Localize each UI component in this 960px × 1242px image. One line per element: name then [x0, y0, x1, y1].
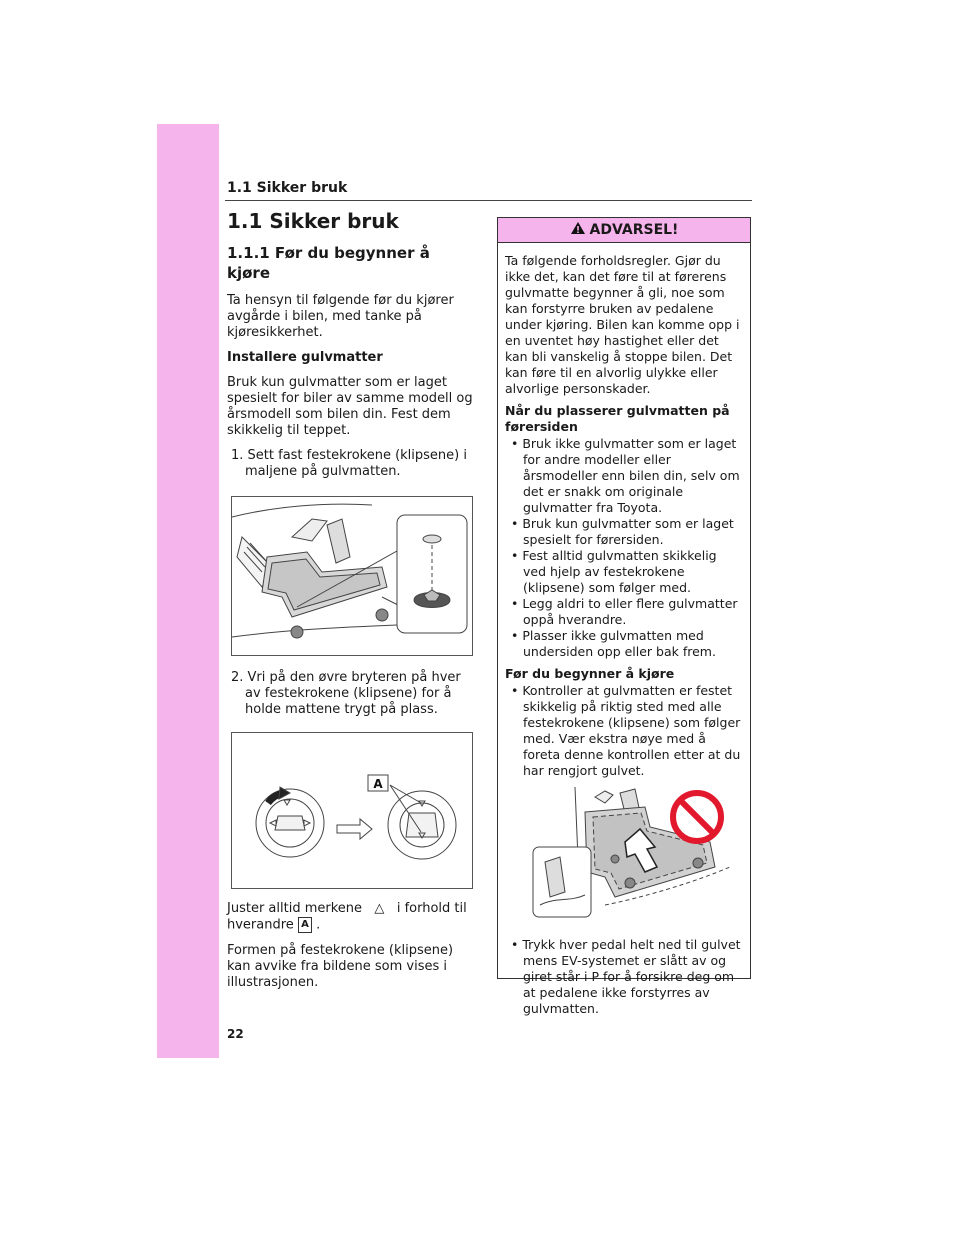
- list-item: • Trykk hver pedal helt ned til gulvet mens EV-systemet er slått av og giret står i P for å forsikre deg om at pedalene ikke forstyrres av gulvmatten.: [511, 937, 741, 1016]
- running-header: 1.1 Sikker bruk: [227, 180, 348, 196]
- warning-bullets-2: [505, 683, 742, 779]
- list-item: • Plasser ikke gulvmatten med undersiden opp eller bak frem.: [511, 628, 716, 659]
- intro-paragraph: Ta hensyn til følgende før du kjører avgårde i bilen, med tanke på kjøresikkerhet.: [227, 293, 454, 340]
- warning-heading-1: Når du plasserer gulvmatten på førersiden: [505, 403, 730, 434]
- page-margin-band: [157, 124, 219, 1058]
- warning-body: [498, 243, 750, 1017]
- section-title: 1.1 Sikker bruk: [227, 209, 399, 233]
- list-item: • Bruk ikke gulvmatter som er laget for andre modeller eller årsmodeller enn bilen din, selv om det er snakk om originale gulvmatter fra Toyota.: [511, 436, 740, 515]
- mark-note-end: .: [316, 917, 321, 933]
- warning-intro: Ta følgende forholdsregler. Gjør du ikke det, kan det føre til at førerens gulvmatte begynner å gli, noe som kan forstyrre bruken av pedalene under kjøring. Bilen kan komme opp i en uventet høy hastighet eller det kan bli vanskelig å stoppe bilen. Det kan føre til en alvorlig ulykke eller alvorlige personskader.: [505, 253, 740, 396]
- shape-note: Formen på festekrokene (klipsene) kan avvike fra bildene som vises i illustrasjonen.: [227, 942, 454, 990]
- step-1: 1. Sett fast festekrokene (klipsene) i maljene på gulvmatten.: [231, 448, 467, 479]
- list-item: • Legg aldri to eller flere gulvmatter oppå hverandre.: [511, 596, 738, 627]
- figure-label-a: A: [373, 777, 383, 791]
- warning-bullets-1: [505, 436, 742, 660]
- reference-box-a: A: [298, 917, 312, 933]
- list-item: • Bruk kun gulvmatter som er laget spesielt for førersiden.: [511, 516, 734, 547]
- warning-box: [497, 217, 751, 1016]
- warning-bullets-3: [505, 937, 742, 1017]
- install-heading: Installere gulvmatter: [227, 350, 383, 365]
- warning-triangle-icon: [570, 221, 586, 239]
- subsection-title: 1.1.1 Før du begynner å kjøre: [227, 244, 430, 282]
- clip-rotation-illustration: [231, 732, 473, 889]
- list-item: • Fest alltid gulvmatten skikkelig ved hjelp av festekrokene (klipsene) som følger med.: [511, 548, 717, 595]
- mark-note: [227, 901, 473, 934]
- page-number: 22: [227, 1027, 244, 1041]
- warning-heading-2: Før du begynner å kjøre: [505, 666, 675, 681]
- install-paragraph: Bruk kun gulvmatter som er laget spesielt for biler av samme modell og årsmodell som bilen din. Fest dem skikkelig til teppet.: [227, 375, 473, 438]
- header-divider: [225, 200, 752, 201]
- mark-note-text-2: i forhold til hverandre: [227, 901, 467, 933]
- list-item: • Kontroller at gulvmatten er festet skikkelig på riktig sted med alle festekrokene (klipsene) som følger med. Vær ekstra nøye med å foreta denne kontrollen etter at du har rengjort gulvet.: [511, 683, 741, 778]
- left-column: [227, 205, 473, 1000]
- warning-title: ADVARSEL!: [589, 222, 679, 238]
- incorrect-mat-illustration: [505, 787, 733, 927]
- mark-note-text-1: Juster alltid merkene: [227, 901, 363, 916]
- floor-mat-illustration: [231, 496, 473, 656]
- step-2: 2. Vri på den øvre bryteren på hver av festekrokene (klipsene) for å holde mattene trygt på plass.: [231, 670, 461, 717]
- triangle-icon: △: [374, 901, 385, 916]
- warning-header: [498, 218, 750, 243]
